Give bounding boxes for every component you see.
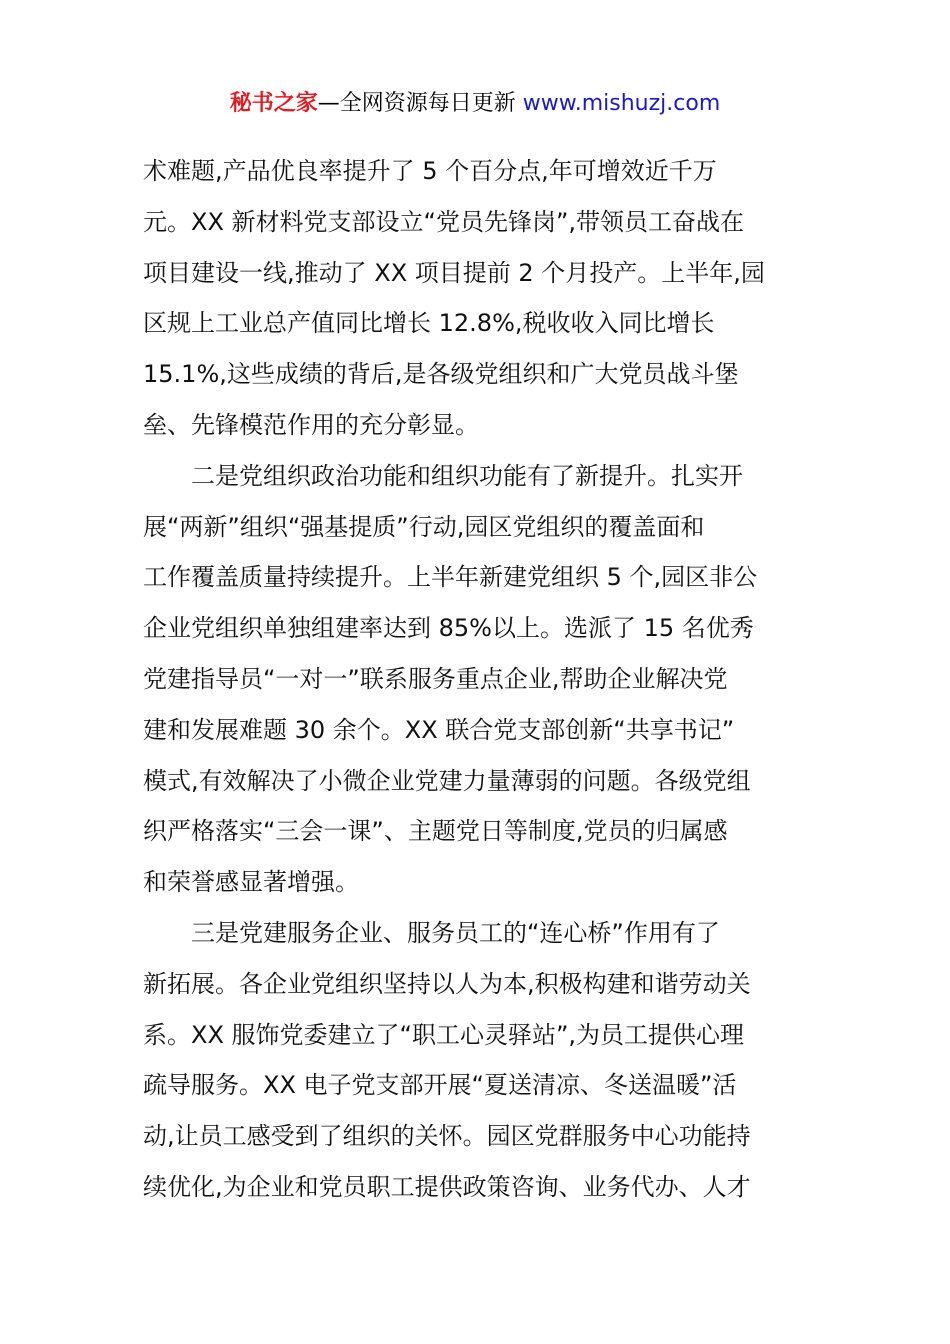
document-body <box>143 146 813 1213</box>
text-line: 工作覆盖质量持续提升。上半年新建党组织 5 个,园区非公 <box>143 563 758 592</box>
text-line: 动,让员工感受到了组织的关怀。园区党群服务中心功能持 <box>143 1122 751 1151</box>
text-line: 和荣誉感显著增强。 <box>143 868 359 897</box>
text-line: 15.1%,这些成绩的背后,是各级党组织和广大党员战斗堡 <box>143 360 739 389</box>
text-line: 区规上工业总产值同比增长 12.8%,税收收入同比增长 <box>143 309 715 338</box>
text-line: 党建指导员“一对一”联系服务重点企业,帮助企业解决党 <box>143 664 728 693</box>
text-line: 织严格落实“三会一课”、主题党日等制度,党员的归属感 <box>143 817 728 846</box>
text-line: 三是党建服务企业、服务员工的“连心桥”作用有了 <box>191 918 720 947</box>
text-line: 续优化,为企业和党员职工提供政策咨询、业务代办、人才 <box>143 1172 751 1201</box>
paragraph-point-two <box>143 451 813 908</box>
text-line: 疏导服务。XX 电子党支部开展“夏送清凉、冬送温暖”活 <box>143 1071 737 1100</box>
text-line: 系。XX 服饰党委建立了“职工心灵驿站”,为员工提供心理 <box>143 1020 745 1049</box>
paragraph-point-three <box>143 908 813 1213</box>
text-line: 二是党组织政治功能和组织功能有了新提升。扎实开 <box>191 461 743 490</box>
text-line: 项目建设一线,推动了 XX 项目提前 2 个月投产。上半年,园 <box>143 258 765 287</box>
text-line: 术难题,产品优良率提升了 5 个百分点,年可增效近千万 <box>143 157 717 185</box>
text-line: 建和发展难题 30 余个。XX 联合党支部创新“共享书记” <box>143 715 735 744</box>
text-line: 企业党组织单独组建率达到 85%以上。选派了 15 名优秀 <box>143 614 754 643</box>
brand-name: 秘书之家 <box>229 91 318 116</box>
site-url-link[interactable]: www.mishuzj.com <box>522 91 721 116</box>
page-header <box>0 88 950 120</box>
paragraph-continuation <box>143 146 813 451</box>
text-line: 新拓展。各企业党组织坚持以人为本,积极构建和谐劳动关 <box>143 969 751 998</box>
header-slogan: —全网资源每日更新 <box>317 91 516 116</box>
text-line: 模式,有效解决了小微企业党建力量薄弱的问题。各级党组 <box>143 766 751 795</box>
text-line: 展“两新”组织“强基提质”行动,园区党组织的覆盖面和 <box>143 512 705 541</box>
text-line: 元。XX 新材料党支部设立“党员先锋岗”,带领员工奋战在 <box>143 207 745 236</box>
text-line: 垒、先锋模范作用的充分彰显。 <box>143 410 479 439</box>
